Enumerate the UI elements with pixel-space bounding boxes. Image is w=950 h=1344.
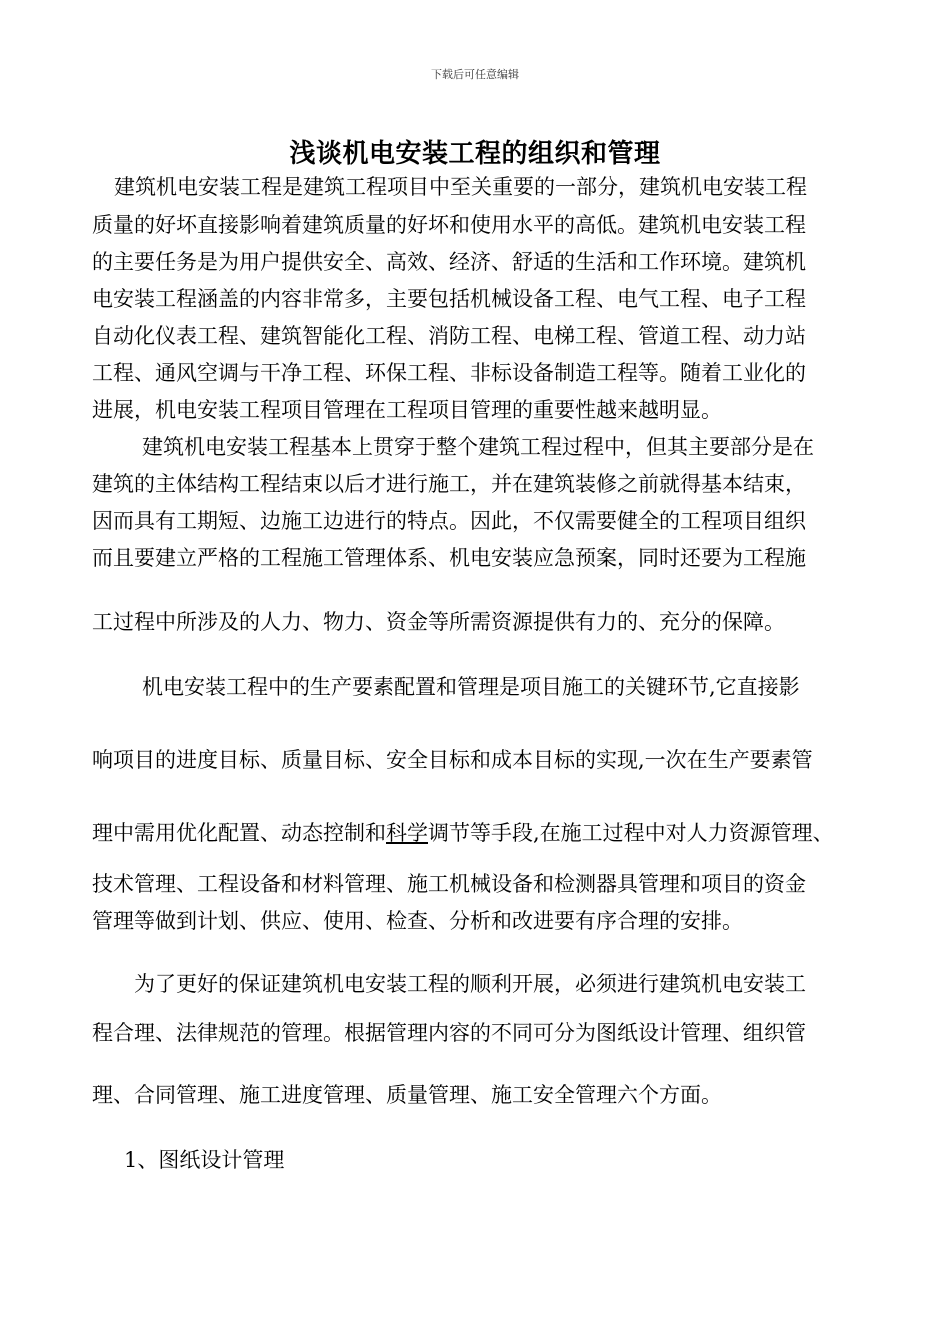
paragraph-line: 而且要建立严格的工程施工管理体系、机电安装应急预案，同时还要为工程施: [92, 546, 806, 570]
paragraph-line: 进展，机电安装工程项目管理在工程项目管理的重要性越来越明显。: [92, 398, 722, 422]
page-header: 下载后可任意编辑: [431, 68, 519, 81]
section-heading: 1、图纸设计管理: [124, 1148, 285, 1172]
paragraph-line: 为了更好的保证建筑机电安装工程的顺利开展，必须进行建筑机电安装工: [134, 972, 806, 996]
paragraph-line: [92, 818, 834, 848]
paragraph-line: 建筑的主体结构工程结束以后才进行施工，并在建筑装修之前就得基本结束，: [92, 472, 806, 496]
paragraph-line: 质量的好坏直接影响着建筑质量的好坏和使用水平的高低。建筑机电安装工程: [92, 213, 806, 237]
paragraph-line: 建筑机电安装工程是建筑工程项目中至关重要的一部分，建筑机电安装工程: [114, 175, 807, 199]
paragraph-line: 技术管理、工程设备和材料管理、施工机械设备和检测器具管理和项目的资金: [92, 872, 806, 896]
line-text: 调节等手段,在施工过程中对人力资源管理、: [428, 821, 834, 845]
science-link[interactable]: 科学: [386, 821, 428, 845]
paragraph-line: 建筑机电安装工程基本上贯穿于整个建筑工程过程中，但其主要部分是在: [142, 435, 814, 459]
paragraph-line: 程合理、法律规范的管理。根据管理内容的不同可分为图纸设计管理、组织管: [92, 1021, 806, 1045]
paragraph-line: 工过程中所涉及的人力、物力、资金等所需资源提供有力的、充分的保障。: [92, 610, 785, 634]
paragraph-line: 响项目的进度目标、质量目标、安全目标和成本目标的实现,一次在生产要素管: [92, 748, 813, 772]
paragraph-line: 工程、通风空调与干净工程、环保工程、非标设备制造工程等。随着工业化的: [92, 361, 806, 385]
paragraph-line: 机电安装工程中的生产要素配置和管理是项目施工的关键环节,它直接影: [142, 675, 800, 699]
paragraph-line: 的主要任务是为用户提供安全、高效、经济、舒适的生活和工作环境。建筑机: [92, 250, 806, 274]
paragraph-line: 理、合同管理、施工进度管理、质量管理、施工安全管理六个方面。: [92, 1083, 722, 1107]
line-text: 理中需用优化配置、动态控制和: [92, 821, 386, 845]
paragraph-line: 因而具有工期短、边施工边进行的特点。因此，不仅需要健全的工程项目组织: [92, 509, 806, 533]
document-title: 浅谈机电安装工程的组织和管理: [289, 139, 661, 169]
paragraph-line: 管理等做到计划、供应、使用、检查、分析和改进要有序合理的安排。: [92, 909, 743, 933]
paragraph-line: 电安装工程涵盖的内容非常多，主要包括机械设备工程、电气工程、电子工程: [92, 287, 806, 311]
paragraph-line: 自动化仪表工程、建筑智能化工程、消防工程、电梯工程、管道工程、动力站: [92, 324, 806, 348]
